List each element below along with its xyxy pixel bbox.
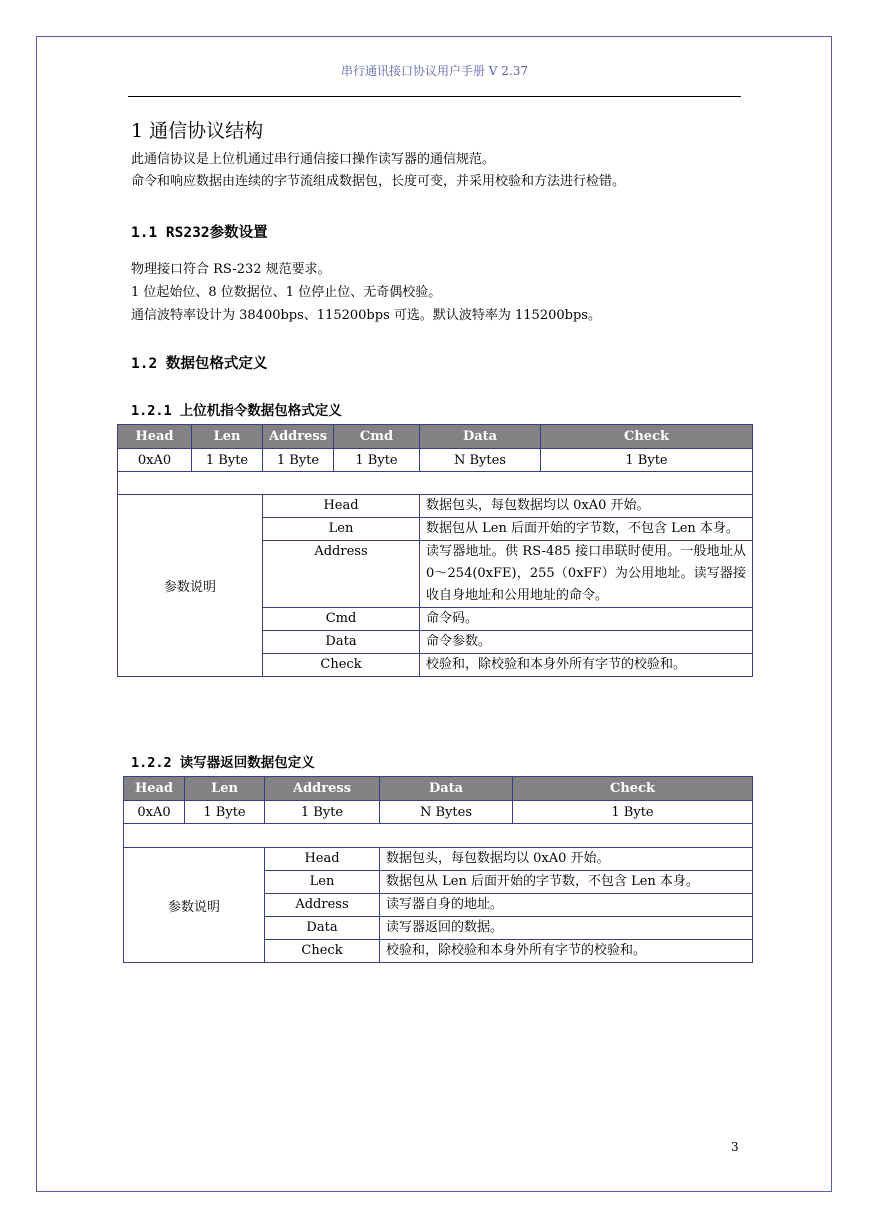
section-1-2-title: 1.2 数据包格式定义 <box>131 356 268 372</box>
table-row <box>124 848 753 871</box>
param-name: Check <box>265 940 380 963</box>
value-cell: 0xA0 <box>118 449 192 472</box>
header-cell: Data <box>420 425 541 449</box>
param-desc: 读写器地址。供 RS-485 接口串联时使用。一般地址从 0～254(0xFE)，255（0xFF）为公用地址。读写器接收自身地址和公用地址的命令。 <box>420 541 753 608</box>
value-cell: 1 Byte <box>265 801 380 824</box>
param-desc: 数据包从 Len 后面开始的字节数，不包含 Len 本身。 <box>420 518 753 541</box>
section-1-1-line-1: 物理接口符合 RS-232 规范要求。 <box>131 262 331 277</box>
command-packet-table <box>117 424 753 677</box>
header-cell: Address <box>263 425 334 449</box>
header-cell: Len <box>192 425 263 449</box>
value-cell: N Bytes <box>380 801 513 824</box>
spacer-row <box>124 824 753 848</box>
param-desc: 数据包头，每包数据均以 0xA0 开始。 <box>420 495 753 518</box>
table-2-title: 1.2.2 读写器返回数据包定义 <box>131 755 315 771</box>
value-cell: 1 Byte <box>185 801 265 824</box>
param-name: Data <box>265 917 380 940</box>
param-name: Head <box>265 848 380 871</box>
param-desc: 数据包从 Len 后面开始的字节数，不包含 Len 本身。 <box>380 871 753 894</box>
value-cell: 0xA0 <box>124 801 185 824</box>
value-cell: 1 Byte <box>541 449 753 472</box>
page-number: 3 <box>731 1140 739 1154</box>
section-1-1-title: 1.1 RS232参数设置 <box>131 225 268 241</box>
param-desc: 数据包头，每包数据均以 0xA0 开始。 <box>380 848 753 871</box>
param-name: Len <box>263 518 420 541</box>
param-name: Address <box>265 894 380 917</box>
header-cell: Cmd <box>334 425 420 449</box>
value-cell: 1 Byte <box>263 449 334 472</box>
param-desc: 校验和，除校验和本身外所有字节的校验和。 <box>420 654 753 677</box>
param-label-cell: 参数说明 <box>124 848 265 963</box>
spacer-cell <box>124 824 753 848</box>
spacer-cell <box>118 472 753 495</box>
header-cell: Len <box>185 777 265 801</box>
header-cell: Data <box>380 777 513 801</box>
table-row <box>118 495 753 518</box>
section-1-line-1: 此通信协议是上位机通过串行通信接口操作读写器的通信规范。 <box>131 152 496 167</box>
header-cell: Head <box>124 777 185 801</box>
response-packet-table <box>123 776 753 963</box>
section-1-line-2: 命令和响应数据由连续的字节流组成数据包，长度可变，并采用校验和方法进行检错。 <box>131 174 626 189</box>
header-rule <box>128 96 741 97</box>
value-cell: 1 Byte <box>192 449 263 472</box>
section-1-1-line-2: 1 位起始位、8 位数据位、1 位停止位、无奇偶校验。 <box>131 285 442 300</box>
table-row <box>118 449 753 472</box>
value-cell: 1 Byte <box>513 801 753 824</box>
param-name: Cmd <box>263 608 420 631</box>
header-cell: Head <box>118 425 192 449</box>
value-cell: N Bytes <box>420 449 541 472</box>
table-header-row <box>124 777 753 801</box>
param-name: Len <box>265 871 380 894</box>
param-name: Check <box>263 654 420 677</box>
section-1-1-line-3: 通信波特率设计为 38400bps、115200bps 可选。默认波特率为 115200bps。 <box>131 308 601 323</box>
table-header-row <box>118 425 753 449</box>
param-desc: 命令参数。 <box>420 631 753 654</box>
header-cell: Address <box>265 777 380 801</box>
spacer-row <box>118 472 753 495</box>
param-name: Data <box>263 631 420 654</box>
param-name: Head <box>263 495 420 518</box>
table-row <box>124 801 753 824</box>
value-cell: 1 Byte <box>334 449 420 472</box>
param-desc: 命令码。 <box>420 608 753 631</box>
header-cell: Check <box>541 425 753 449</box>
header-cell: Check <box>513 777 753 801</box>
param-name: Address <box>263 541 420 608</box>
table-1-title: 1.2.1 上位机指令数据包格式定义 <box>131 403 342 419</box>
param-desc: 校验和，除校验和本身外所有字节的校验和。 <box>380 940 753 963</box>
section-1-title: 1 通信协议结构 <box>131 120 264 142</box>
param-desc: 读写器自身的地址。 <box>380 894 753 917</box>
running-header: 串行通讯接口协议用户手册 V 2.37 <box>340 64 528 78</box>
param-label-cell: 参数说明 <box>118 495 263 677</box>
param-desc: 读写器返回的数据。 <box>380 917 753 940</box>
